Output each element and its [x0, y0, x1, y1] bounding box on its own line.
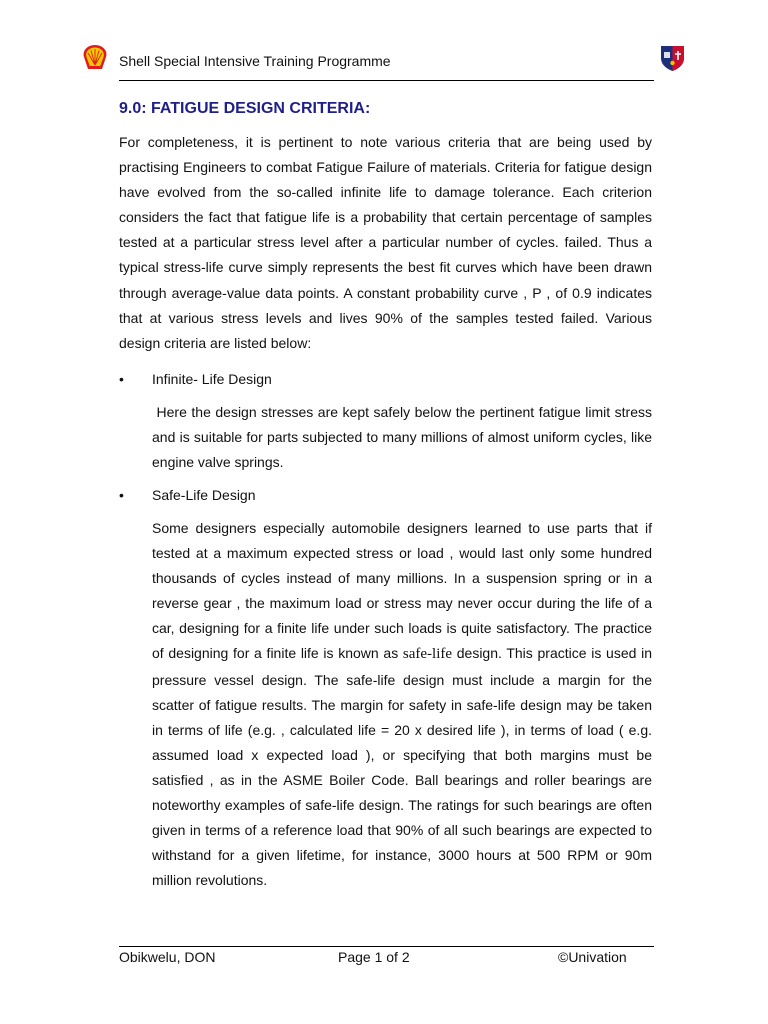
safe-life-text-after: design. This practice is used in pressure vessel design. The safe-life design must include a margin for the scatter of fatigue results. The margin for safety in safe-life design may be taken in terms of life (e.g. , calculated life = 20 x desired life ), in terms of load ( e.g. assumed load x expected load ), or specifying that both margins must be satisfied , as in the ASME Boiler Code. Ball bearings and roller bearings are noteworthy examples of safe-life design. The ratings for such bearings are often given in terms of a reference load that 90% of all such bearings are expected to withstand for a given lifetime, for instance, 3000 hours at 500 RPM or 90m million revolutions.	[152, 645, 652, 889]
bullet-icon: •	[119, 487, 124, 503]
safe-life-description	[152, 516, 652, 893]
safe-life-term: safe-life	[402, 646, 453, 663]
intro-paragraph: For completeness, it is pertinent to note various criteria that are being used by practising Engineers to combat Fatigue Failure of materials. Criteria for fatigue design have evolved from the so-called infinite life to damage tolerance. Each criterion considers the fact that fatigue life is a probability that certain percentage of samples tested at a particular stress level after a particular number of cycles. failed. Thus a typical stress-life curve simply represents the best fit curves which have been drawn through average-value data points. A constant probability curve , P , of 0.9 indicates that at various stress levels and lives 90% of the samples tested failed. Various design criteria are listed below:	[119, 134, 652, 351]
footer-divider	[119, 946, 654, 947]
infinite-life-text: Here the design stresses are kept safely below the pertinent fatigue limit stress and is suitable for parts subjected to many millions of almost uniform cycles, like engine valve springs.	[152, 404, 652, 471]
footer-author: Obikwelu, DON	[119, 949, 216, 965]
footer-page-number: Page 1 of 2	[338, 949, 410, 965]
infinite-life-description	[152, 400, 652, 475]
bullet-safe-life	[119, 487, 256, 503]
bullet-label: Safe-Life Design	[152, 487, 256, 503]
section-heading: 9.0: FATIGUE DESIGN CRITERIA:	[119, 100, 371, 117]
bullet-infinite-life	[119, 371, 272, 387]
university-crest-icon	[660, 44, 685, 72]
footer-copyright: ©Univation	[558, 949, 627, 965]
page-header	[80, 40, 686, 82]
shell-logo-icon	[80, 44, 110, 70]
bullet-icon: •	[119, 371, 124, 387]
bullet-label: Infinite- Life Design	[152, 371, 272, 387]
safe-life-text-before: Some designers especially automobile designers learned to use parts that if tested at a maximum expected stress or load , would last only some hundred thousands of cycles instead of many millions. In a suspension spring or in a reverse gear , the maximum load or stress may never occur during the life of a car, designing for a finite life under such loads is quite satisfactory. The practice of designing for a finite life is known as	[152, 520, 652, 662]
header-divider	[119, 80, 654, 81]
header-title: Shell Special Intensive Training Programme	[119, 53, 391, 69]
